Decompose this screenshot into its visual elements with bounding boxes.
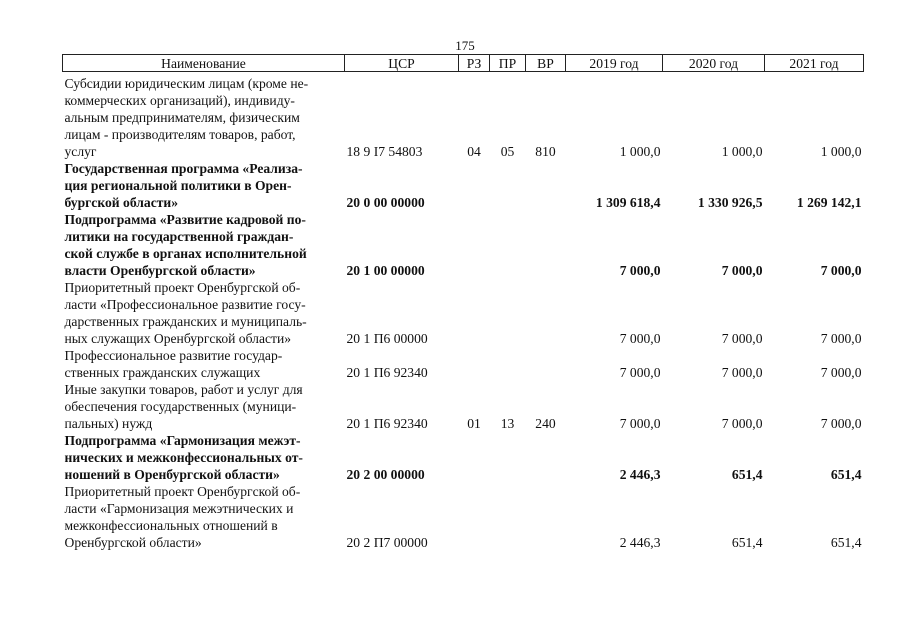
- table-row: [63, 160, 864, 211]
- row-rz: [459, 432, 490, 483]
- row-csr: 18 9 I7 54803: [346, 144, 423, 159]
- row-pr: [490, 483, 526, 551]
- row-name: Приоритетный проект Оренбургской об- ласти «Гармонизация межэтнических и межконфессиональных отношений в Оренбургской области»: [64, 484, 301, 550]
- table-row: [63, 381, 864, 432]
- row-2019: 7 000,0: [619, 331, 661, 346]
- table-row: [63, 211, 864, 279]
- row-vr: [526, 279, 566, 347]
- row-pr: [490, 211, 526, 279]
- row-2020: 7 000,0: [721, 365, 763, 380]
- row-2021: 651,4: [830, 535, 862, 550]
- row-csr: 20 0 00 00000: [346, 195, 425, 210]
- row-pr: 13: [500, 416, 515, 431]
- row-name: Подпрограмма «Гармонизация межэт- нических и межконфессиональных от- ношений в Оренбургской области»: [64, 433, 303, 482]
- header-name: Наименование: [63, 55, 345, 72]
- row-2021: 1 000,0: [820, 144, 862, 159]
- row-rz: [459, 483, 490, 551]
- row-pr: [490, 432, 526, 483]
- table-header: [63, 55, 864, 72]
- row-name: Государственная программа «Реализа- ция региональной политики в Орен- бургской области»: [64, 161, 303, 210]
- row-2019: 7 000,0: [619, 263, 661, 278]
- row-rz: [459, 347, 490, 381]
- row-2020: 1 000,0: [721, 144, 763, 159]
- page-number: 175: [455, 38, 475, 53]
- row-name: Приоритетный проект Оренбургской об- ласти «Профессиональное развитие госу- дарственных гражданских и муниципаль- ных служащих Оренбургской области»: [64, 280, 307, 346]
- row-2020: 1 330 926,5: [697, 195, 763, 210]
- budget-table: [62, 54, 864, 551]
- row-2019: 7 000,0: [619, 416, 661, 431]
- row-vr: 810: [535, 144, 556, 159]
- row-vr: [526, 347, 566, 381]
- row-csr: 20 1 П6 92340: [346, 365, 428, 380]
- row-2021: 651,4: [830, 467, 862, 482]
- row-vr: [526, 432, 566, 483]
- row-2021: 7 000,0: [820, 331, 862, 346]
- header-2019: 2019 год: [566, 55, 663, 72]
- row-2021: 7 000,0: [820, 416, 862, 431]
- row-vr: 240: [535, 416, 556, 431]
- row-name: Профессиональное развитие государ- ственных гражданских служащих: [64, 348, 283, 380]
- table-row: [63, 279, 864, 347]
- row-2020: 7 000,0: [721, 331, 763, 346]
- row-2019: 1 000,0: [619, 144, 661, 159]
- header-2021: 2021 год: [765, 55, 864, 72]
- header-csr: ЦСР: [345, 55, 459, 72]
- row-csr: 20 2 00 00000: [346, 467, 425, 482]
- row-2020: 7 000,0: [721, 263, 763, 278]
- row-2019: 1 309 618,4: [595, 195, 661, 210]
- row-rz: [459, 279, 490, 347]
- table-body: [63, 72, 864, 552]
- row-pr: [490, 347, 526, 381]
- row-2020: 651,4: [731, 467, 763, 482]
- row-pr: [490, 279, 526, 347]
- row-csr: 20 1 00 00000: [346, 263, 425, 278]
- row-2020: 651,4: [731, 535, 763, 550]
- row-2019: 2 446,3: [619, 467, 661, 482]
- row-csr: 20 1 П6 00000: [346, 331, 428, 346]
- row-rz: [459, 160, 490, 211]
- table-row: [63, 347, 864, 381]
- row-vr: [526, 483, 566, 551]
- row-name: Субсидии юридическим лицам (кроме не- коммерческих организаций), индивиду- альным предпринимателям, физическим лицам - производителям товаров, работ, услуг: [64, 76, 309, 159]
- row-2020: 7 000,0: [721, 416, 763, 431]
- table-row: [63, 72, 864, 161]
- row-2019: 2 446,3: [619, 535, 661, 550]
- row-pr: [490, 160, 526, 211]
- table-row: [63, 483, 864, 551]
- row-pr: 05: [500, 144, 515, 159]
- row-name: Подпрограмма «Развитие кадровой по- литики на государственной граждан- ской службе в органах исполнительной власти Оренбургской области»: [64, 212, 307, 278]
- row-2019: 7 000,0: [619, 365, 661, 380]
- row-rz: 04: [467, 144, 481, 159]
- row-vr: [526, 160, 566, 211]
- row-2021: 7 000,0: [820, 365, 862, 380]
- header-row: [63, 55, 864, 72]
- header-vr: ВР: [526, 55, 566, 72]
- header-rz: РЗ: [459, 55, 490, 72]
- row-rz: [459, 211, 490, 279]
- row-rz: 01: [467, 416, 481, 431]
- row-2021: 7 000,0: [820, 263, 862, 278]
- row-csr: 20 1 П6 92340: [346, 416, 428, 431]
- header-2020: 2020 год: [663, 55, 765, 72]
- row-2021: 1 269 142,1: [796, 195, 862, 210]
- row-name: Иные закупки товаров, работ и услуг для обеспечения государственных (муници- пальных) нужд: [64, 382, 303, 431]
- row-csr: 20 2 П7 00000: [346, 535, 428, 550]
- table-row: [63, 432, 864, 483]
- header-pr: ПР: [490, 55, 526, 72]
- row-vr: [526, 211, 566, 279]
